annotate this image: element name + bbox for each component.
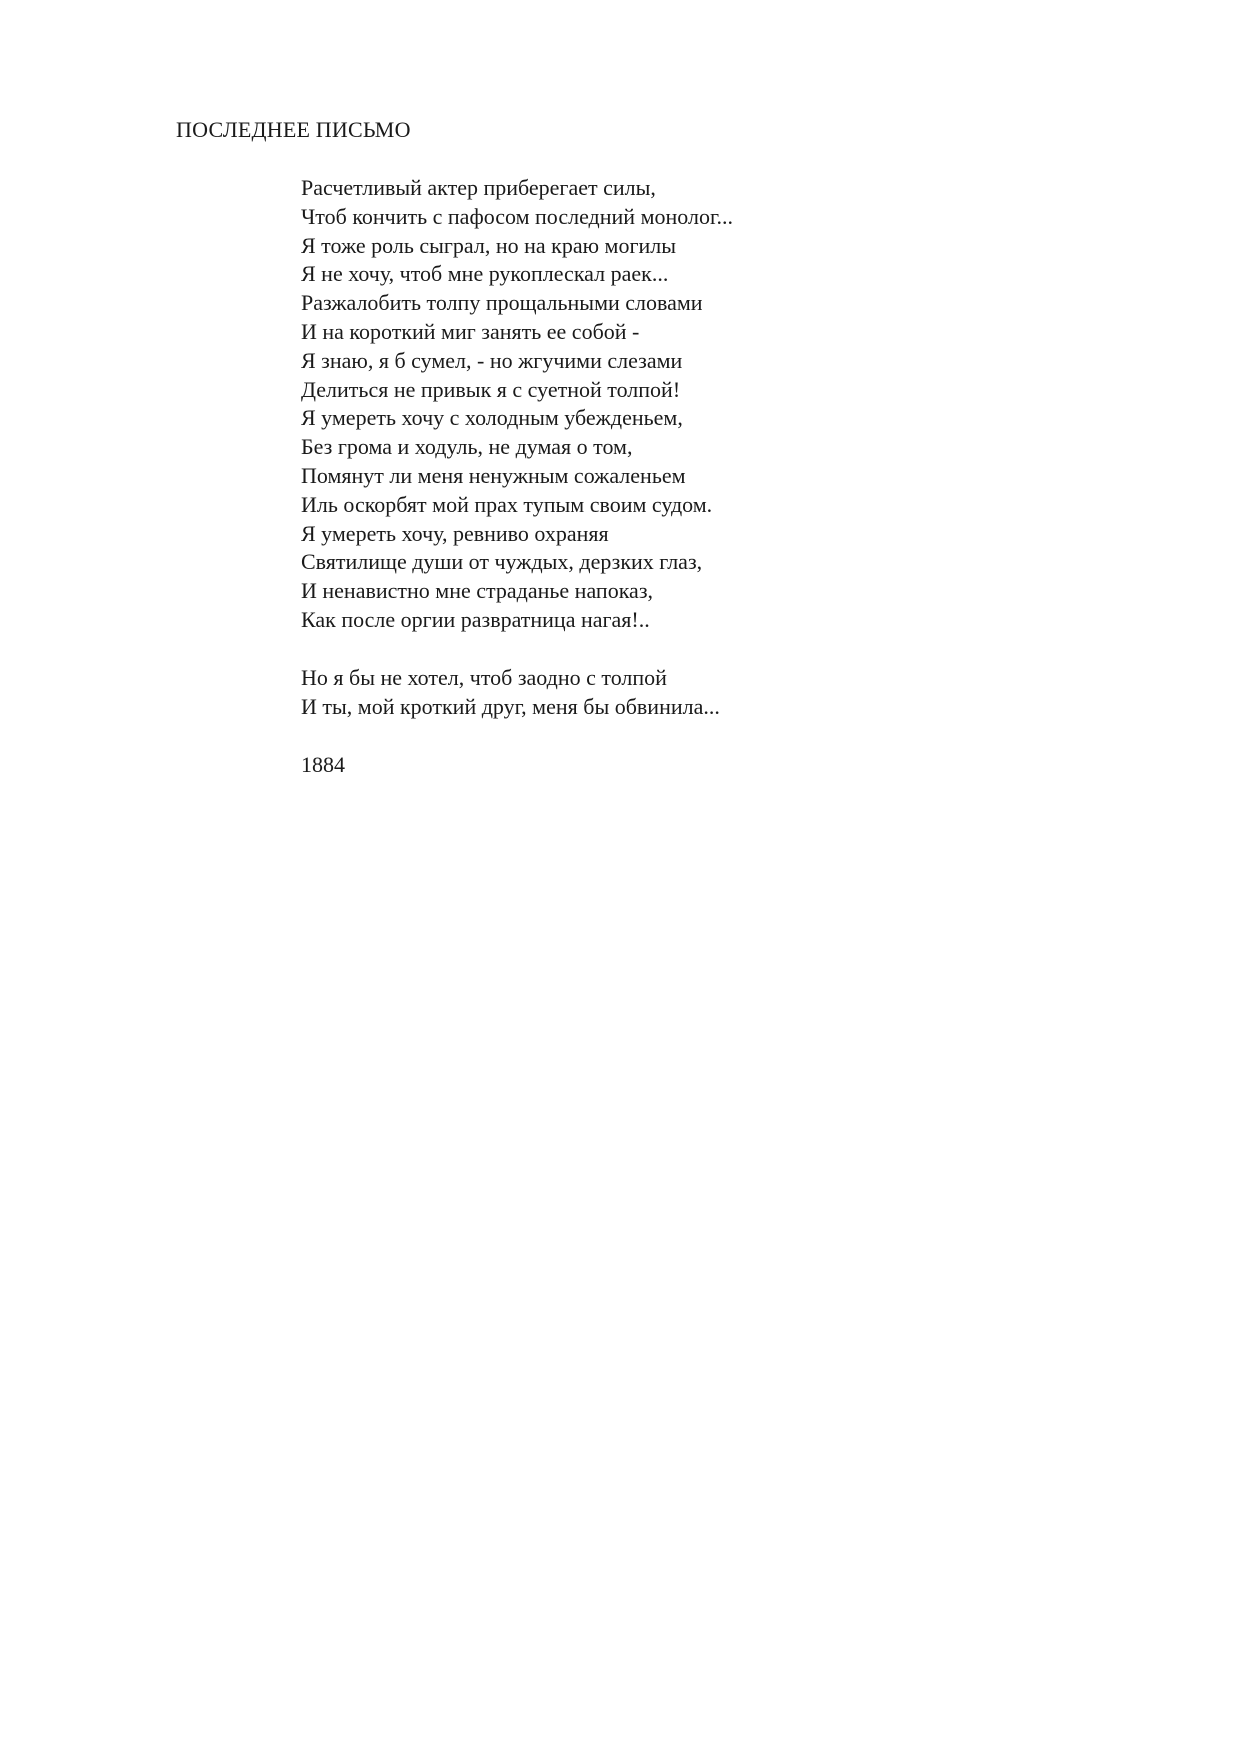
stanza-2 [301, 664, 733, 722]
poem-line: Я умереть хочу с холодным убежденьем, [301, 405, 683, 431]
poem-line: Но я бы не хотел, чтоб заодно с толпой [301, 664, 667, 690]
poem-title: ПОСЛЕДНЕЕ ПИСЬМО [176, 117, 411, 142]
poem-line: Без грома и ходуль, не думая о том, [301, 434, 633, 460]
poem-line: Святилище души от чуждых, дерзких глаз, [301, 549, 703, 575]
poem-line: И на короткий миг занять ее собой - [301, 318, 640, 344]
poem-line: Я не хочу, чтоб мне рукоплескал раек... [301, 261, 669, 287]
poem-line: И ты, мой кроткий друг, меня бы обвинила... [301, 693, 720, 719]
poem-year: 1884 [301, 752, 345, 778]
poem-line: Как после оргии развратница нагая!.. [301, 606, 650, 632]
poem-line: Чтоб кончить с пафосом последний монолог... [301, 203, 733, 229]
poem-body [301, 174, 733, 780]
poem-line: Я тоже роль сыграл, но на краю могилы [301, 232, 677, 258]
poem-line: Разжалобить толпу прощальными словами [301, 290, 703, 316]
poem-line: И ненавистно мне страданье напоказ, [301, 578, 654, 604]
stanza-1 [301, 174, 733, 635]
poem-line: Я умереть хочу, ревниво охраняя [301, 520, 609, 546]
poem-line: Делиться не привык я с суетной толпой! [301, 376, 681, 402]
poem-line: Расчетливый актер приберегает силы, [301, 175, 656, 200]
poem-line: Иль оскорбят мой прах тупым своим судом. [301, 491, 713, 517]
poem-line: Помянут ли меня ненужным сожаленьем [301, 462, 686, 488]
poem-line: Я знаю, я б сумел, - но жгучими слезами [301, 347, 683, 373]
